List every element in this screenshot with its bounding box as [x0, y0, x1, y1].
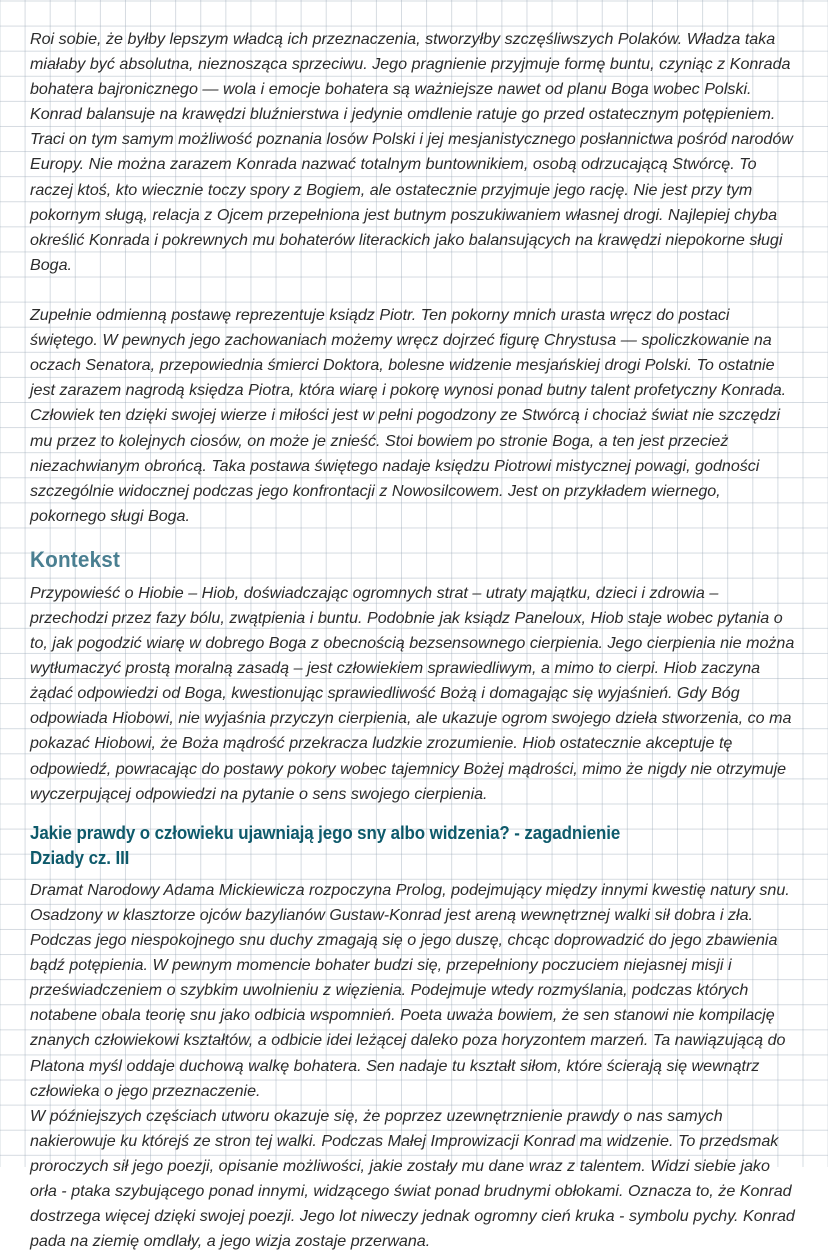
question-heading-gap [30, 871, 796, 878]
section-gap-zagadnienie [30, 807, 796, 821]
paragraph-konrad-bajroniczny: Roi sobie, że byłby lepszym władcą ich przeznaczenia, stworzyłby szczęśliwszych Polaków. Władza taka miałaby być absolutna, nieznosząca sprzeciwu. Jego pragnienie przyjmuje formę buntu, czyniąc z Konrada bohatera bajronicznego — wola i emocje bohatera są ważniejsze nawet od planu Boga wobec Polski. Konrad balansuje na krawędzi bluźnierstwa i jedynie omdlenie ratuje go przed ostatecznym potępieniem. Traci on tym samym możliwość poznania losów Polski i jej mesjanistycznego posłannictwa pośród narodów Europy. Nie można zarazem Konrada nazwać totalnym buntownikiem, osobą odrzucającą Stwórcę. To raczej ktoś, kto wiecznie toczy spory z Bogiem, ale ostatecznie przyjmuje jego rację. Nie jest przy tym pokornym sługą, relacja z Ojcem przepełniona jest butnym poszukiwaniem własnej drogi. Najlepiej chyba określić Konrada i pokrewnych mu bohaterów literackich jako balansujących na krawędzi niepokorne sługi Boga. [30, 30, 793, 274]
document-content [30, 0, 796, 1254]
paragraph-gap [30, 278, 796, 303]
question-heading-line-2: Dziady cz. III [30, 847, 130, 868]
paragraph-mala-improwizacja: W późniejszych częściach utworu okazuje się, że poprzez uzewnętrznienie prawdy o nas samych nakierowuje ku którejś ze stron tej walki. Podczas Małej Improwizacji Konrad ma widzenie. To przedsmak proroczych sił jego poezji, opisanie możliwości, jakie zostały mu dane wraz z talentem. Widzi siebie jako orła - ptaka szybującego ponad innymi, widzącego świat ponad brudnymi obłokami. Oznacza to, że Konrad dostrzega więcej dzięki swojej poezji. Jego lot niweczy jednak ogromny cień kruka - symbolu pychy. Konrad pada na ziemię omdlały, a jego wizja zostaje przerwana. [30, 1106, 795, 1251]
paragraph-przypowiesc-o-hiobie: Przypowieść o Hiobie – Hiob, doświadczając ogromnych strat – utraty majątku, dzieci i zdrowia – przechodzi przez fazy bólu, zwątpienia i buntu. Podobnie jak ksiądz Paneloux, Hiob staje wobec pytania o to, jak pogodzić wiarę w dobrego Boga z obecnością bezsensownego cierpienia. Jego cierpienia nie można wytłumaczyć prostą moralną zasadą – jest człowiekiem sprawiedliwym, a mimo to cierpi. Hiob zaczyna żądać odpowiedzi od Boga, kwestionując sprawiedliwość Bożą i domagając się wyjaśnień. Gdy Bóg odpowiada Hiobowi, nie wyjaśnia przyczyn cierpienia, ale ukazuje ogrom swojego dzieła stworzenia, co ma pokazać Hiobowi, że Boża mądrość przekracza ludzkie zrozumienie. Hiob ostatecznie akceptuje tę odpowiedź, powracając do postawy pokory wobec tajemnicy Bożej mądrości, mimo że nigdy nie otrzymuje wyczerpującej odpowiedzi na pytanie o sens swojego cierpienia. [30, 583, 795, 803]
question-heading-line-1: Jakie prawdy o człowieku ujawniają jego sny albo widzenia? - zagadnienie [30, 822, 621, 843]
paragraph-ksiadz-piotr: Zupełnie odmienną postawę reprezentuje ksiądz Piotr. Ten pokorny mnich urasta wręcz do postaci świętego. W pewnych jego zachowaniach możemy wręcz dojrzeć figurę Chrystusa — spoliczkowanie na oczach Senatora, przepowiednia śmierci Doktora, bolesne widzenie mesjańskiej drogi Polski. To ostatnie jest zarazem nagrodą księdza Piotra, która wiarę i pokorę wynosi ponad butny talent profetyczny Konrada. Człowiek ten dzięki swojej wierze i miłości jest w pełni pogodzony ze Stwórcą i chociaż świat nie szczędzi mu przez to kolejnych ciosów, on może je znieść. Stoi bowiem po stronie Boga, a ten jest przecież niezachwianym obrońcą. Taka postawa świętego nadaje księdzu Piotrowi mistycznej powagi, godności szczególnie widocznej podczas jego konfrontacji z Nowosilcowem. Jest on przykładem wiernego, pokornego sługi Boga. [30, 306, 787, 525]
section-heading-kontekst: Kontekst [30, 546, 121, 572]
top-spacer [30, 0, 796, 27]
heading-gap [30, 574, 796, 581]
section-gap-kontekst [30, 529, 796, 545]
paragraph-prolog-sen: Dramat Narodowy Adama Mickiewicza rozpoczyna Prolog, podejmujący między innymi kwestię natury snu. Osadzony w klasztorze ojców bazylianów Gustaw-Konrad jest areną wewnętrznej walki sił dobra i zła. Podczas jego niespokojnego snu duchy zmagają się o jego duszę, chcąc doprowadzić do jego zbawienia bądź potępienia. W pewnym momencie bohater budzi się, przepełniony poczuciem niejasnej misji i przeświadczeniem o szybkim uwolnieniu z więzienia. Podejmuje wtedy rozmyślania, podczas których notabene obala teorię snu jako odbicia wspomnień. Poeta uważa bowiem, że sen stanowi nie kompilację znanych człowiekowi kształtów, a odbicie idei leżącej daleko poza horyzontem marzeń. Ta nawiązującą do Platona myśl oddaje duchową walkę bohatera. Sen nadaje tu kształt siłom, które ścierają się wewnątrz człowieka o jego przeznaczenie. [30, 880, 790, 1100]
